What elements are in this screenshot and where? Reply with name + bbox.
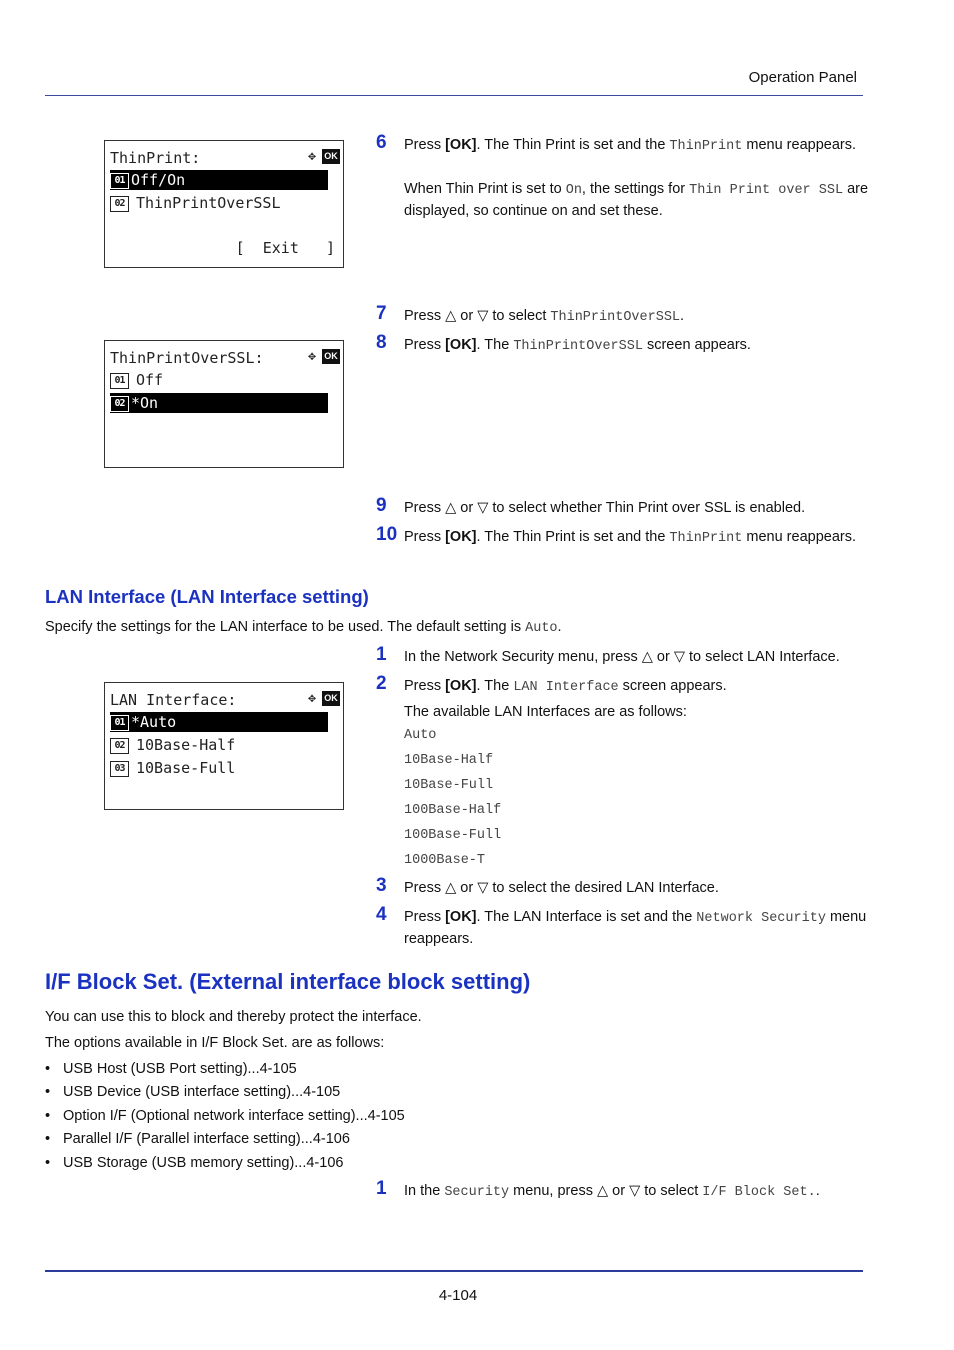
four-way-arrow-icon: ✥ [308, 691, 316, 706]
lcd-item-label: 10Base-Half [136, 736, 236, 754]
lcd-menu-item [110, 193, 281, 213]
step-number: 9 [376, 495, 387, 516]
four-way-arrow-icon: ✥ [308, 349, 316, 364]
lcd-item-label: ThinPrintOverSSL [136, 194, 281, 212]
item-number-box: 02 [110, 396, 129, 412]
lcd-icons [304, 349, 340, 365]
step-number: 1 [376, 1178, 387, 1199]
list-item: • Parallel I/F (Parallel interface setting)...4-106 [45, 1128, 405, 1151]
ok-key-icon: OK [322, 349, 340, 364]
ifblock-paragraph-2: The options available in I/F Block Set. are as follows: [45, 1035, 385, 1051]
page-number: 4-104 [438, 1287, 478, 1304]
list-item: • USB Device (USB interface setting)...4-105 [45, 1081, 405, 1104]
lcd-menu-item [110, 758, 235, 778]
item-number-box: 01 [110, 373, 129, 389]
lan-step-2-note: The available LAN Interfaces are as follows: [404, 704, 687, 720]
ifblock-options-list [45, 1058, 405, 1175]
step-text: Press [OK]. The ThinPrintOverSSL screen appears. [404, 337, 751, 354]
item-number-box: 03 [110, 761, 129, 777]
lan-option: 1000Base-T [404, 853, 486, 868]
step-text: Press [OK]. The Thin Print is set and the ThinPrint menu reappears. [404, 137, 856, 154]
list-item: • USB Storage (USB memory setting)...4-106 [45, 1152, 405, 1175]
lcd-item-label: *Auto [131, 713, 177, 731]
item-number-box: 01 [110, 173, 129, 189]
step-number: 3 [376, 875, 387, 896]
section-heading-lan-interface: LAN Interface (LAN Interface setting) [45, 586, 369, 607]
list-item: • USB Host (USB Port setting)...4-105 [45, 1058, 405, 1081]
step-text: In the Network Security menu, press △ or ▽ to select LAN Interface. [404, 649, 840, 665]
lcd-item-label: Off [136, 371, 164, 389]
step-text: Press △ or ▽ to select ThinPrintOverSSL. [404, 308, 685, 325]
lcd-icons [304, 149, 340, 165]
step-6-note: When Thin Print is set to On, the settings for Thin Print over SSL are displayed, so continue on and set these. [404, 181, 869, 219]
step-text: Press △ or ▽ to select the desired LAN Interface. [404, 880, 719, 896]
lcd-title: ThinPrintOverSSL: [110, 349, 264, 367]
step-number: 6 [376, 132, 387, 153]
step-number: 4 [376, 904, 387, 925]
four-way-arrow-icon: ✥ [308, 149, 316, 164]
step-text: Press △ or ▽ to select whether Thin Print over SSL is enabled. [404, 500, 806, 516]
step-number: 2 [376, 673, 387, 694]
lcd-item-label: *On [131, 394, 159, 412]
lcd-title: LAN Interface: [110, 691, 237, 709]
lan-option: 10Base-Half [404, 753, 494, 768]
header-title: Operation Panel [748, 69, 857, 86]
item-number-box: 01 [110, 715, 129, 731]
lan-option: 10Base-Full [404, 778, 494, 793]
list-item: • Option I/F (Optional network interface setting)...4-105 [45, 1105, 405, 1128]
lcd-screen-lan-interface [104, 682, 344, 810]
lcd-menu-item [110, 370, 163, 390]
section-heading-if-block-set: I/F Block Set. (External interface block setting) [45, 969, 531, 994]
lcd-icons [304, 691, 340, 707]
lcd-item-label: 10Base-Full [136, 759, 236, 777]
step-number: 10 [376, 524, 398, 545]
step-number: 1 [376, 644, 387, 665]
step-text: Press [OK]. The Thin Print is set and the ThinPrint menu reappears. [404, 529, 856, 546]
ok-key-icon: OK [322, 149, 340, 164]
step-number: 8 [376, 332, 387, 353]
step-text: In the Security menu, press △ or ▽ to select I/F Block Set.. [404, 1183, 820, 1200]
footer-rule [45, 1270, 863, 1272]
ok-key-icon: OK [322, 691, 340, 706]
lcd-item-label: Off/On [131, 171, 186, 189]
step-text: Press [OK]. The LAN Interface is set and the Network Security menu reappears. [404, 909, 867, 947]
lan-option: 100Base-Half [404, 803, 502, 818]
lcd-title: ThinPrint: [110, 149, 201, 167]
lcd-menu-item-selected [110, 393, 328, 413]
lan-option: 100Base-Full [404, 828, 502, 843]
lan-intro: Specify the settings for the LAN interface to be used. The default setting is Auto. [45, 619, 562, 636]
lan-option: Auto [404, 728, 437, 743]
item-number-box: 02 [110, 196, 129, 212]
lcd-screen-thinprintoverssl [104, 340, 344, 468]
item-number-box: 02 [110, 738, 129, 754]
ifblock-paragraph-1: You can use this to block and thereby protect the interface. [45, 1009, 422, 1025]
lan-options-list [404, 728, 501, 878]
lcd-softkey-exit: [ Exit ] [235, 239, 335, 257]
lcd-screen-thinprint [104, 140, 344, 268]
header-rule [45, 95, 863, 96]
lcd-menu-item-selected [110, 170, 328, 190]
step-number: 7 [376, 303, 387, 324]
lcd-menu-item-selected [110, 712, 328, 732]
lcd-menu-item [110, 735, 235, 755]
step-text: Press [OK]. The LAN Interface screen appears. [404, 678, 727, 695]
